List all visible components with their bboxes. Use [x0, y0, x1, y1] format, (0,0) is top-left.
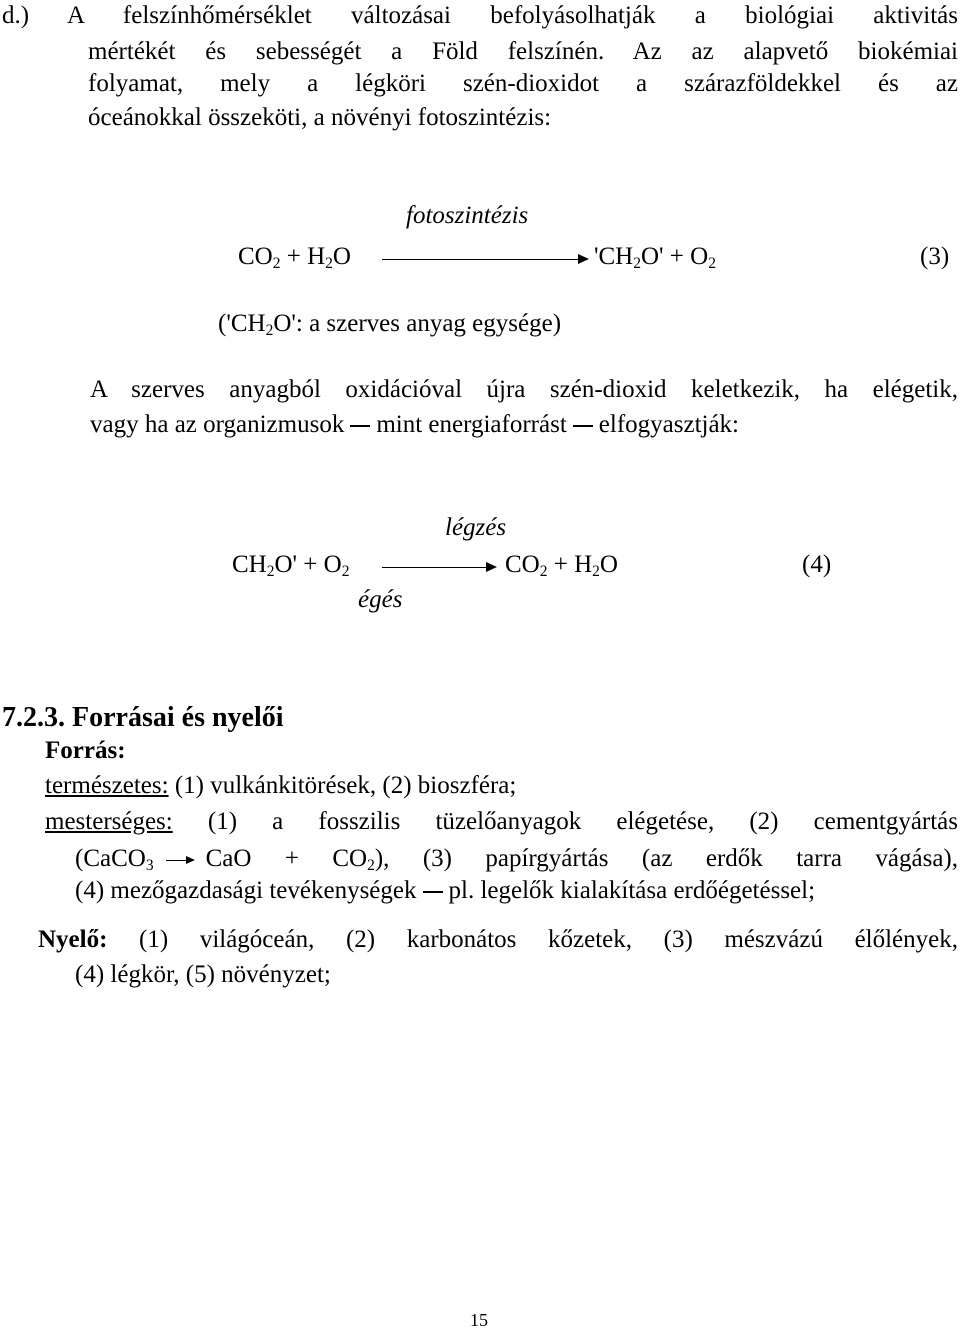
- sources-artificial-line-2: (CaCO$_3$ CaO + $CO_2$), (3) papírgyártás (az erdők tarra vágása),: [75, 845, 959, 874]
- sources-artificial-line-1: mesterséges: (1) a fosszilis tüzelőanyagok elégetése, (2) cementgyártás: [45, 808, 959, 835]
- intro-line-4: óceánokkal összeköti, a növényi fotoszintézis:: [88, 104, 552, 131]
- para2-line-1: A szerves anyagból oxidációval újra szén-dioxid keletkezik, ha elégetik,: [90, 376, 958, 403]
- intro-line-2: mértékét és sebességét a Föld felszínén. Az az alapvető biokémiai: [88, 38, 958, 65]
- eq4-products: $CO_2 + H_2O$: [505, 551, 618, 580]
- intro-line-1: d.) A felszínhőmérséklet változásai befolyásolhatják a biológiai aktivitás: [2, 2, 958, 29]
- intro-line-3: folyamat, mely a légköri szén-dioxidot a szárazföldekkel és az: [88, 70, 958, 97]
- eq3-label: fotoszintézis: [406, 202, 529, 229]
- em-dash: [350, 425, 370, 427]
- em-dash: [573, 425, 593, 427]
- eq4-label-bottom: égés: [358, 586, 403, 613]
- em-dash: [423, 891, 443, 893]
- eq4-number: (4): [802, 551, 832, 578]
- eq3-number: (3): [920, 243, 950, 270]
- sources-natural: természetes: (1) vulkánkitörések, (2) bioszféra;: [45, 772, 517, 799]
- para2-line-2: vagy ha az organizmusok mint energiaforrást elfogyasztják:: [90, 411, 740, 438]
- reaction-arrow: [166, 860, 192, 862]
- eq3-arrow: [382, 259, 586, 260]
- eq3-reactants: $CO_2 + H_2O$: [238, 243, 351, 272]
- eq3-note: ('$CH_2O$': a szerves anyag egysége): [218, 310, 562, 339]
- section-heading: 7.2.3. Forrásai és nyelői: [2, 702, 284, 733]
- page-number: 15: [470, 1310, 488, 1330]
- sources-artificial-line-3: (4) mezőgazdasági tevékenységek pl. legelők kialakítása erdőégetéssel;: [75, 877, 816, 904]
- eq3-products: '$CH_2O' + O_2$: [594, 243, 716, 272]
- eq4-label-top: légzés: [445, 514, 507, 541]
- sinks-line-2: (4) légkör, (5) növényzet;: [75, 961, 331, 988]
- sources-label: Forrás:: [45, 737, 126, 764]
- eq4-reactants: $CH_2O' + O_2$: [232, 551, 350, 580]
- sinks-line-1: Nyelő: (1) világóceán, (2) karbonátos kőzetek, (3) mészvázú élőlények,: [38, 926, 958, 953]
- eq4-arrow: [382, 567, 494, 568]
